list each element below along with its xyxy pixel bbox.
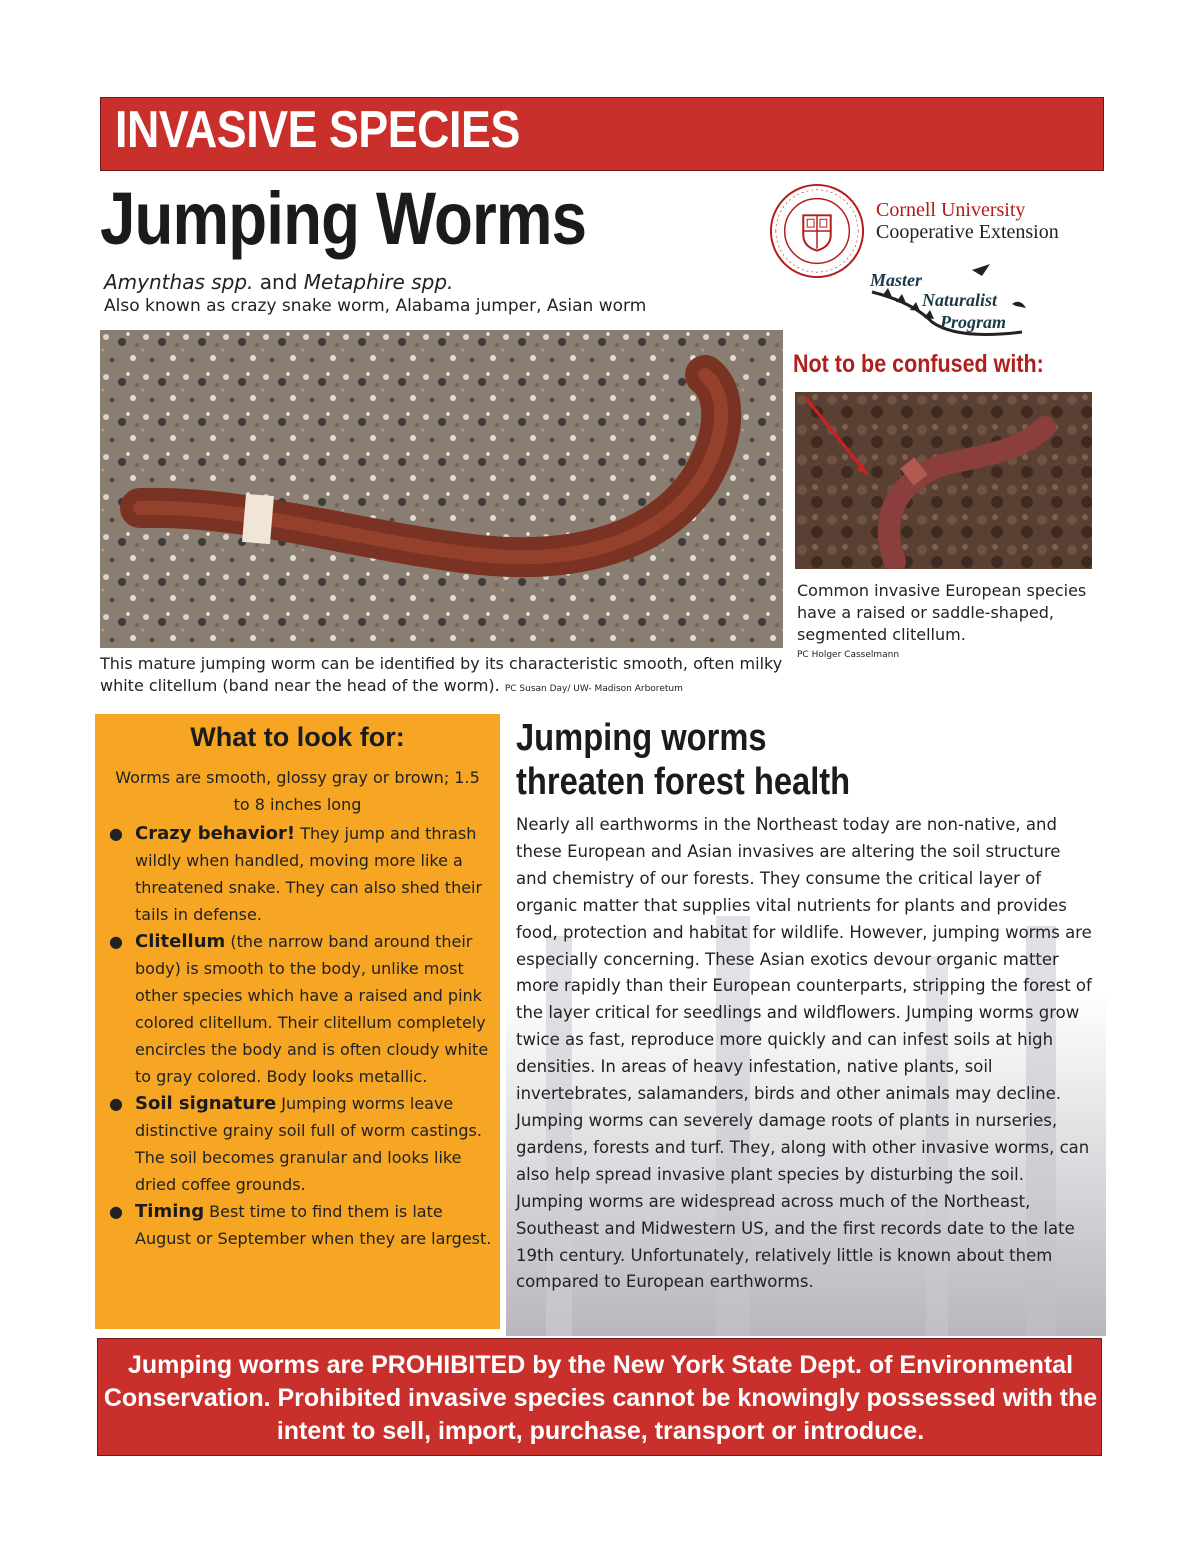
bullet-text: (the narrow band around their body) is smooth to the body, unlike most other species which have a raised and pink colored clitellum. Their clitellum completely encircles the body and is often cloudy white to gray colored. Body looks metallic. — [135, 932, 489, 1086]
also-known-as: Also known as crazy snake worm, Alabama jumper, Asian worm — [104, 296, 647, 316]
european-worm-photo — [795, 392, 1092, 569]
prohibited-notice-text: Jumping worms are PROHIBITED by the New York State Dept. of Environmental Conservation. Prohibited invasive species cannot be knowingly possessed with the intent to sell, import, purchase, transport or introduce. — [103, 1351, 1098, 1445]
svg-text:Naturalist: Naturalist — [922, 290, 998, 310]
bullet-icon: ● — [109, 932, 123, 951]
cooperative-extension-label: Cooperative Extension — [876, 221, 1059, 243]
list-item — [103, 1198, 493, 1252]
scientific-name-amynthas: Amynthas spp. — [104, 270, 254, 294]
cornell-university-label: Cornell University — [876, 199, 1026, 221]
scientific-names — [104, 270, 453, 294]
bullet-text: They jump and thrash wildly when handled, moving more like a threatened snake. They can also shed their tails in defense. — [135, 824, 483, 924]
list-item — [103, 928, 493, 1090]
master-naturalist-program-logo — [862, 262, 1032, 342]
bullet-term: Crazy behavior! — [135, 823, 296, 844]
bullet-icon: ● — [109, 1202, 123, 1221]
main-photo-caption — [100, 653, 800, 700]
scientific-and: and — [253, 270, 304, 294]
invasive-species-banner — [100, 97, 1104, 171]
jumping-worm-photo — [100, 330, 783, 648]
list-item — [103, 820, 493, 928]
bullet-term: Clitellum — [135, 931, 226, 952]
bullet-icon: ● — [109, 824, 123, 843]
article-body: Nearly all earthworms in the Northeast today are non-native, and these European and Asian invasives are altering the soil structure and chemistry of our forests. They consume the critical layer of organic matter that supplies vital nutrients for plants and provides food, protection and habitat for wildlife. However, jumping worms are especially concerning. These Asian exotics devour organic matter more rapidly than their European counterparts, stripping the forest of the layer critical for seedlings and wildflowers. Jumping worms grow twice as fast, reproduce more quickly and can infest soils at high densities. In areas of heavy infestation, native plants, soil invertebrates, salamanders, birds and other animals may decline. Jumping worms can severely damage roots of plants in nurseries, gardens, forests and turf. They, along with other invasive worms, can also help spread invasive plant species by disturbing the soil. Jumping worms are widespread across much of the Northeast, Southeast and Midwestern US, and the first records date to the late 19th century. Unfortunately, relatively little is known about them compared to European earthworms. — [516, 815, 1092, 1292]
european-caption-text: Common invasive European species have a raised or saddle-shaped, segmented clitellum. — [797, 581, 1087, 644]
cornell-seal-logo — [768, 182, 866, 280]
page-title: Jumping Worms — [100, 177, 587, 260]
scientific-name-metaphire: Metaphire spp. — [303, 270, 454, 294]
svg-text:Master: Master — [870, 270, 923, 290]
article-heading — [516, 716, 850, 804]
european-worm-caption — [797, 580, 1097, 662]
look-for-list — [103, 820, 493, 1252]
main-photo-credit: PC Susan Day/ UW- Madison Arboretum — [504, 684, 683, 694]
bullet-term: Soil signature — [135, 1093, 277, 1114]
what-to-look-for-heading: What to look for: — [190, 722, 405, 752]
not-to-be-confused-heading: Not to be confused with: — [793, 350, 1044, 378]
main-caption-text: This mature jumping worm can be identified by its characteristic smooth, often milky white clitellum (band near the head of the worm). — [100, 654, 783, 695]
svg-text:Program: Program — [940, 312, 1007, 332]
bullet-text: Jumping worms leave distinctive grainy soil full of worm castings. The soil becomes granular and looks like dried coffee grounds. — [135, 1094, 482, 1194]
banner-label: INVASIVE SPECIES — [115, 101, 520, 159]
bullet-text: Best time to find them is late August or September when they are largest. — [135, 1202, 492, 1248]
list-item — [103, 1090, 493, 1198]
article-heading-line2: threaten forest health — [516, 761, 851, 803]
what-to-look-for-box — [95, 714, 500, 1329]
european-photo-credit: PC Holger Casselmann — [797, 650, 900, 660]
bullet-term: Timing — [135, 1201, 205, 1222]
look-for-intro: Worms are smooth, glossy gray or brown; 1.5 to 8 inches long — [115, 768, 480, 814]
cornell-wordmark — [876, 199, 1059, 243]
bullet-icon: ● — [109, 1094, 123, 1113]
article-heading-line1: Jumping worms — [516, 717, 767, 759]
prohibited-notice-banner — [97, 1338, 1102, 1456]
